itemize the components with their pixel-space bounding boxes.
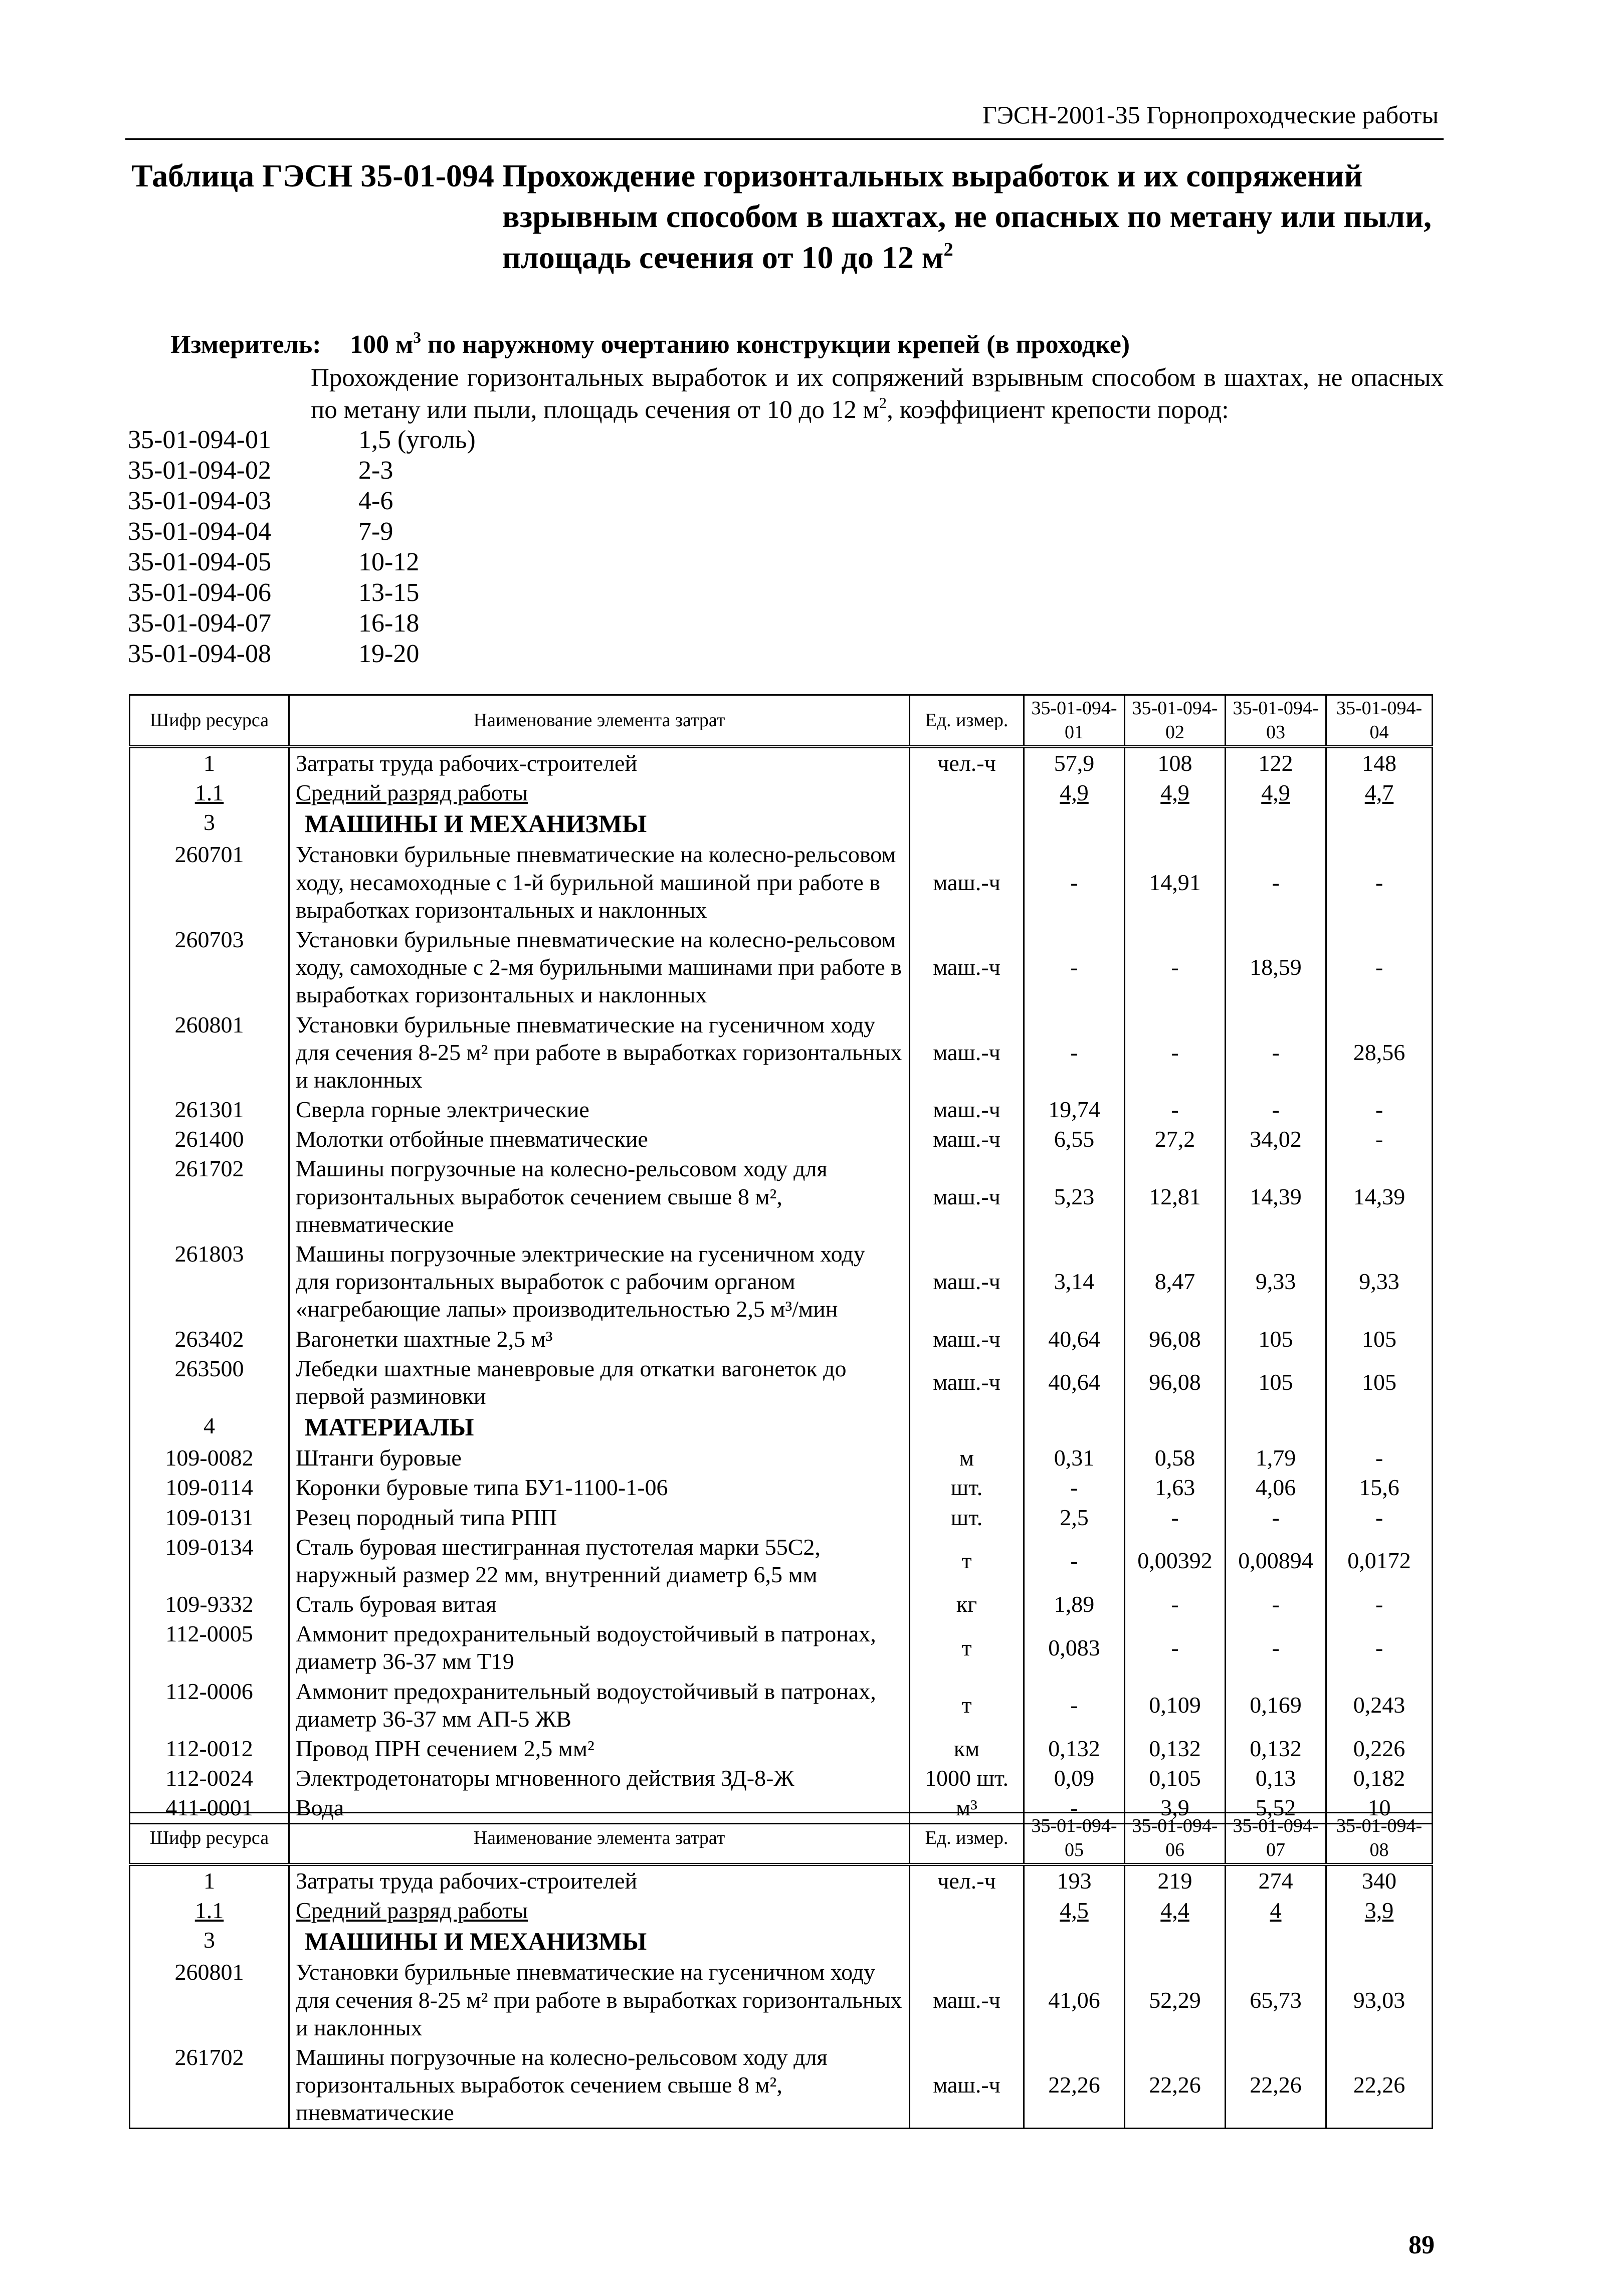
table-header-row: [130, 695, 1433, 747]
code-list-value: 19-20: [358, 640, 420, 668]
cell-name: Сталь буровая витая: [289, 1589, 910, 1619]
header-col-2: 35-01-094-02: [1125, 695, 1226, 747]
cell-value-2: 0,00392: [1125, 1532, 1226, 1589]
cell-unit: маш.-ч: [910, 1124, 1024, 1154]
table-row: [130, 1532, 1433, 1589]
code-list-value: 4-6: [358, 487, 393, 515]
cell-value-3: 14,39: [1226, 1154, 1326, 1239]
cell-value-4: 340: [1326, 1864, 1433, 1896]
cell-code: 1.1: [130, 778, 289, 807]
title-label: Таблица ГЭСН 35-01-094: [131, 158, 494, 193]
cell-name: Вода: [289, 1793, 910, 1823]
cell-value-1: 2,5: [1024, 1503, 1125, 1532]
table-row: [130, 1734, 1433, 1763]
cell-code: 261301: [130, 1095, 289, 1124]
cell-value-3: 65,73: [1226, 1957, 1326, 2042]
cell-value-3: 34,02: [1226, 1124, 1326, 1154]
cell-value-2: [1125, 1925, 1226, 1957]
cell-name: Машины погрузочные на колесно-рельсовом ходу для горизонтальных выработок сечением свыше 8 м², пневматические: [289, 1154, 910, 1239]
cell-value-4: -: [1326, 1619, 1433, 1676]
cell-value-2: -: [1125, 1095, 1226, 1124]
cell-value-1: -: [1024, 925, 1125, 1010]
cell-code: 109-0131: [130, 1503, 289, 1532]
cell-value-2: 0,105: [1125, 1763, 1226, 1793]
cell-value-1: [1024, 1411, 1125, 1443]
cell-value-1: -: [1024, 1010, 1125, 1095]
cell-unit: т: [910, 1532, 1024, 1589]
cell-value-3: 105: [1226, 1354, 1326, 1411]
cell-value-3: -: [1226, 1010, 1326, 1095]
cell-code: 109-0134: [130, 1532, 289, 1589]
cell-value-2: 4,9: [1125, 778, 1226, 807]
table-row: [130, 1010, 1433, 1095]
cell-unit: чел.-ч: [910, 747, 1024, 778]
table-row: [130, 925, 1433, 1010]
code-list-code: 35-01-094-06: [128, 578, 271, 607]
section-row: [130, 1411, 1433, 1443]
cell-code: 3: [130, 807, 289, 840]
cell-value-3: 9,33: [1226, 1239, 1326, 1324]
cell-unit: кг: [910, 1589, 1024, 1619]
cell-name: МАТЕРИАЛЫ: [289, 1411, 910, 1443]
cell-value-3: -: [1226, 1503, 1326, 1532]
cell-value-1: -: [1024, 1473, 1125, 1502]
cell-value-3: -: [1226, 840, 1326, 925]
header-col-3: 35-01-094-07: [1226, 1813, 1326, 1865]
code-list-code: 35-01-094-03: [128, 487, 271, 515]
table-row: [130, 1354, 1433, 1411]
cell-value-2: 96,08: [1125, 1354, 1226, 1411]
code-list-value: 7-9: [358, 517, 393, 546]
cell-value-4: 22,26: [1326, 2042, 1433, 2128]
table-row: [130, 1324, 1433, 1354]
cell-code: 263402: [130, 1324, 289, 1354]
title-text: [502, 155, 1440, 278]
code-list-value: 13-15: [358, 578, 420, 607]
cell-name: Аммонит предохранительный водоустойчивый в патронах, диаметр 36-37 мм АП-5 ЖВ: [289, 1677, 910, 1734]
cell-value-2: 1,63: [1125, 1473, 1226, 1502]
meter-unit-sup: 3: [413, 329, 422, 347]
cell-value-3: 4,9: [1226, 778, 1326, 807]
cell-value-4: 28,56: [1326, 1010, 1433, 1095]
cell-unit: маш.-ч: [910, 1354, 1024, 1411]
cell-value-4: 3,9: [1326, 1896, 1433, 1925]
cell-value-3: 22,26: [1226, 2042, 1326, 2128]
cell-value-3: 1,79: [1226, 1443, 1326, 1473]
header-name: Наименование элемента затрат: [289, 695, 910, 747]
resource-table-2: [129, 1812, 1433, 2129]
cell-value-4: -: [1326, 1589, 1433, 1619]
meter-unit: [350, 328, 1130, 361]
meter-desc-b: , коэффициент крепости пород:: [887, 395, 1229, 424]
title-superscript: 2: [943, 239, 953, 261]
cell-value-3: [1226, 1411, 1326, 1443]
table-row: [130, 1443, 1433, 1473]
cell-name: Затраты труда рабочих-строителей: [289, 1864, 910, 1896]
meter-label: Измеритель:: [170, 330, 321, 359]
table-row: [130, 1763, 1433, 1793]
cell-value-1: 0,31: [1024, 1443, 1125, 1473]
cell-unit: м³: [910, 1793, 1024, 1823]
cell-unit: чел.-ч: [910, 1864, 1024, 1896]
cell-value-2: 14,91: [1125, 840, 1226, 925]
cell-value-2: -: [1125, 1619, 1226, 1676]
cell-value-3: 122: [1226, 747, 1326, 778]
header-col-2: 35-01-094-06: [1125, 1813, 1226, 1865]
cell-value-4: 0,182: [1326, 1763, 1433, 1793]
cell-value-3: 0,169: [1226, 1677, 1326, 1734]
header-col-1: 35-01-094-05: [1024, 1813, 1125, 1865]
cell-name: Коронки буровые типа БУ1-1100-1-06: [289, 1473, 910, 1502]
cell-value-2: 52,29: [1125, 1957, 1226, 2042]
cell-value-3: 274: [1226, 1864, 1326, 1896]
cell-unit: [910, 1925, 1024, 1957]
cell-unit: шт.: [910, 1503, 1024, 1532]
cell-value-3: 0,13: [1226, 1763, 1326, 1793]
cell-value-1: 19,74: [1024, 1095, 1125, 1124]
cell-value-1: -: [1024, 1677, 1125, 1734]
cell-code: 3: [130, 1925, 289, 1957]
cell-value-2: -: [1125, 925, 1226, 1010]
cell-unit: [910, 778, 1024, 807]
header-code: Шифр ресурса: [130, 1813, 289, 1865]
meter-desc-sup: 2: [879, 394, 887, 412]
cell-value-1: 41,06: [1024, 1957, 1125, 2042]
cell-code: 411-0001: [130, 1793, 289, 1823]
cell-value-2: 108: [1125, 747, 1226, 778]
section-row: [130, 1925, 1433, 1957]
cell-value-2: 3,9: [1125, 1793, 1226, 1823]
cell-name: Затраты труда рабочих-строителей: [289, 747, 910, 778]
code-list-code: 35-01-094-02: [128, 456, 271, 485]
cell-value-4: -: [1326, 1443, 1433, 1473]
cell-value-1: 0,083: [1024, 1619, 1125, 1676]
table-row: [130, 778, 1433, 807]
meter-desc-a: Прохождение горизонтальных выработок и их сопряжений взрывным способом в шахтах, не опасных по метану или пыли, площадь сечения от 10 до 12 м: [311, 364, 1444, 424]
cell-value-4: 14,39: [1326, 1154, 1433, 1239]
cell-unit: [910, 1411, 1024, 1443]
cell-value-2: 0,58: [1125, 1443, 1226, 1473]
cell-value-1: 0,132: [1024, 1734, 1125, 1763]
header-col-4: 35-01-094-04: [1326, 695, 1433, 747]
resource-table-1: [129, 694, 1433, 1824]
cell-value-3: 5,52: [1226, 1793, 1326, 1823]
cell-unit: т: [910, 1677, 1024, 1734]
cell-value-4: -: [1326, 1095, 1433, 1124]
cell-name: Вагонетки шахтные 2,5 м³: [289, 1324, 910, 1354]
cell-value-4: 105: [1326, 1354, 1433, 1411]
cell-value-4: 105: [1326, 1324, 1433, 1354]
table-row: [130, 1503, 1433, 1532]
cell-code: 260801: [130, 1010, 289, 1095]
cell-code: 261702: [130, 1154, 289, 1239]
cell-value-1: -: [1024, 1532, 1125, 1589]
table-row: [130, 747, 1433, 778]
cell-name: Средний разряд работы: [289, 778, 910, 807]
cell-value-4: 10: [1326, 1793, 1433, 1823]
cell-code: 109-0082: [130, 1443, 289, 1473]
title-text-main: Прохождение горизонтальных выработок и их сопряжений взрывным способом в шахтах, не опасных по метану или пыли, площадь сечения от 10 до 12 м: [502, 158, 1432, 275]
cell-name: Машины погрузочные на колесно-рельсовом ходу для горизонтальных выработок сечением свыше 8 м², пневматические: [289, 2042, 910, 2128]
cell-value-1: 57,9: [1024, 747, 1125, 778]
cell-value-1: 4,5: [1024, 1896, 1125, 1925]
cell-value-3: 4,06: [1226, 1473, 1326, 1502]
cell-unit: маш.-ч: [910, 1154, 1024, 1239]
table-row: [130, 1957, 1433, 2042]
code-list-value: 1,5 (уголь): [358, 426, 476, 454]
header-code: Шифр ресурса: [130, 695, 289, 747]
code-list-value: 10-12: [358, 548, 420, 576]
meter-description: [311, 362, 1444, 427]
cell-name: Сверла горные электрические: [289, 1095, 910, 1124]
cell-value-2: 219: [1125, 1864, 1226, 1896]
cell-name: Сталь буровая шестигранная пустотелая марки 55С2, наружный размер 22 мм, внутренний диаметр 6,5 мм: [289, 1532, 910, 1589]
cell-value-2: -: [1125, 1589, 1226, 1619]
cell-name: Провод ПРН сечением 2,5 мм²: [289, 1734, 910, 1763]
cell-value-4: 9,33: [1326, 1239, 1433, 1324]
cell-value-4: -: [1326, 1503, 1433, 1532]
cell-code: 1: [130, 1864, 289, 1896]
cell-unit: км: [910, 1734, 1024, 1763]
table-row: [130, 1864, 1433, 1896]
header-col-4: 35-01-094-08: [1326, 1813, 1433, 1865]
header-name: Наименование элемента затрат: [289, 1813, 910, 1865]
cell-value-2: 0,132: [1125, 1734, 1226, 1763]
cell-value-2: 27,2: [1125, 1124, 1226, 1154]
cell-name: Машины погрузочные электрические на гусеничном ходу для горизонтальных выработок с рабочим органом «нагребающие лапы» производительностью 2,5 м³/мин: [289, 1239, 910, 1324]
cell-unit: маш.-ч: [910, 1239, 1024, 1324]
meter-unit-a: 100 м: [350, 330, 414, 359]
cell-code: 112-0012: [130, 1734, 289, 1763]
cell-value-1: 193: [1024, 1864, 1125, 1896]
cell-value-3: 4: [1226, 1896, 1326, 1925]
cell-unit: шт.: [910, 1473, 1024, 1502]
header-col-1: 35-01-094-01: [1024, 695, 1125, 747]
cell-value-4: [1326, 1411, 1433, 1443]
cell-value-2: 4,4: [1125, 1896, 1226, 1925]
cell-unit: маш.-ч: [910, 1095, 1024, 1124]
cell-value-2: 22,26: [1125, 2042, 1226, 2128]
code-list-code: 35-01-094-08: [128, 640, 271, 668]
cell-value-4: 4,7: [1326, 778, 1433, 807]
cell-name: Установки бурильные пневматические на гусеничном ходу для сечения 8-25 м² при работе в выработках горизонтальных и наклонных: [289, 1957, 910, 2042]
cell-value-2: 0,109: [1125, 1677, 1226, 1734]
cell-unit: маш.-ч: [910, 1010, 1024, 1095]
table-row: [130, 1589, 1433, 1619]
cell-code: 260703: [130, 925, 289, 1010]
cell-name: МАШИНЫ И МЕХАНИЗМЫ: [289, 807, 910, 840]
section-row: [130, 807, 1433, 840]
cell-name: Аммонит предохранительный водоустойчивый в патронах, диаметр 36-37 мм Т19: [289, 1619, 910, 1676]
cell-value-2: -: [1125, 1503, 1226, 1532]
table-row: [130, 1124, 1433, 1154]
cell-value-2: -: [1125, 1010, 1226, 1095]
table-row: [130, 1095, 1433, 1124]
cell-value-3: [1226, 807, 1326, 840]
cell-value-4: -: [1326, 1124, 1433, 1154]
cell-value-3: 18,59: [1226, 925, 1326, 1010]
table-row: [130, 2042, 1433, 2128]
cell-unit: маш.-ч: [910, 840, 1024, 925]
cell-name: Установки бурильные пневматические на колесно-рельсовом ходу, несамоходные с 1-й бурильной машиной при работе в выработках горизонтальных и наклонных: [289, 840, 910, 925]
table-row: [130, 1677, 1433, 1734]
cell-value-4: 0,0172: [1326, 1532, 1433, 1589]
cell-unit: маш.-ч: [910, 2042, 1024, 2128]
cell-code: 4: [130, 1411, 289, 1443]
cell-name: Молотки отбойные пневматические: [289, 1124, 910, 1154]
cell-name: Лебедки шахтные маневровые для откатки вагонеток до первой разминовки: [289, 1354, 910, 1411]
cell-value-3: 0,00894: [1226, 1532, 1326, 1589]
cell-value-1: 3,14: [1024, 1239, 1125, 1324]
cell-code: 112-0024: [130, 1763, 289, 1793]
cell-value-3: 0,132: [1226, 1734, 1326, 1763]
cell-value-4: 0,243: [1326, 1677, 1433, 1734]
cell-value-1: 0,09: [1024, 1763, 1125, 1793]
cell-value-2: [1125, 807, 1226, 840]
cell-code: 261803: [130, 1239, 289, 1324]
cell-code: 260801: [130, 1957, 289, 2042]
cell-value-1: 40,64: [1024, 1354, 1125, 1411]
cell-value-4: [1326, 807, 1433, 840]
cell-value-1: 5,23: [1024, 1154, 1125, 1239]
table-row: [130, 840, 1433, 925]
cell-value-2: 12,81: [1125, 1154, 1226, 1239]
header-rule: [125, 138, 1444, 140]
header-col-3: 35-01-094-03: [1226, 695, 1326, 747]
meter-unit-b: по наружному очертанию конструкции крепей (в проходке): [421, 330, 1130, 359]
cell-name: Резец породный типа РПП: [289, 1503, 910, 1532]
cell-unit: [910, 807, 1024, 840]
cell-value-1: 40,64: [1024, 1324, 1125, 1354]
running-head: ГЭСН-2001-35 Горнопроходческие работы: [982, 101, 1439, 129]
code-list-code: 35-01-094-01: [128, 426, 271, 454]
table-row: [130, 1619, 1433, 1676]
cell-name: Установки бурильные пневматические на колесно-рельсовом ходу, самоходные с 2-мя бурильными машинами при работе в выработках горизонтальных и наклонных: [289, 925, 910, 1010]
cell-code: 112-0006: [130, 1677, 289, 1734]
cell-value-4: 0,226: [1326, 1734, 1433, 1763]
header-unit: Ед. измер.: [910, 695, 1024, 747]
cell-name: Электродетонаторы мгновенного действия ЗД-8-Ж: [289, 1763, 910, 1793]
cell-value-4: 148: [1326, 747, 1433, 778]
cell-value-1: 4,9: [1024, 778, 1125, 807]
cell-value-4: [1326, 1925, 1433, 1957]
cell-name: Штанги буровые: [289, 1443, 910, 1473]
header-unit: Ед. измер.: [910, 1813, 1024, 1865]
cell-code: 1.1: [130, 1896, 289, 1925]
cell-unit: м: [910, 1443, 1024, 1473]
cell-value-1: [1024, 807, 1125, 840]
code-list-code: 35-01-094-07: [128, 609, 271, 638]
cell-value-1: -: [1024, 840, 1125, 925]
table-row: [130, 1239, 1433, 1324]
code-list-code: 35-01-094-05: [128, 548, 271, 576]
cell-unit: т: [910, 1619, 1024, 1676]
cell-code: 112-0005: [130, 1619, 289, 1676]
cell-code: 109-9332: [130, 1589, 289, 1619]
cell-value-2: [1125, 1411, 1226, 1443]
cell-code: 261400: [130, 1124, 289, 1154]
table-header-row: [130, 1813, 1433, 1865]
cell-value-1: 22,26: [1024, 2042, 1125, 2128]
cell-unit: [910, 1896, 1024, 1925]
table-row: [130, 1473, 1433, 1502]
cell-unit: маш.-ч: [910, 1957, 1024, 2042]
cell-name: МАШИНЫ И МЕХАНИЗМЫ: [289, 1925, 910, 1957]
cell-value-3: [1226, 1925, 1326, 1957]
cell-value-1: 1,89: [1024, 1589, 1125, 1619]
cell-value-1: 6,55: [1024, 1124, 1125, 1154]
cell-name: Средний разряд работы: [289, 1896, 910, 1925]
page-number: 89: [1409, 2231, 1435, 2259]
cell-unit: маш.-ч: [910, 1324, 1024, 1354]
cell-name: Установки бурильные пневматические на гусеничном ходу для сечения 8-25 м² при работе в выработках горизонтальных и наклонных: [289, 1010, 910, 1095]
cell-value-3: -: [1226, 1095, 1326, 1124]
cell-value-2: 8,47: [1125, 1239, 1226, 1324]
table-row: [130, 1154, 1433, 1239]
code-list-code: 35-01-094-04: [128, 517, 271, 546]
cell-unit: маш.-ч: [910, 925, 1024, 1010]
cell-value-3: -: [1226, 1589, 1326, 1619]
cell-value-3: 105: [1226, 1324, 1326, 1354]
cell-value-4: 15,6: [1326, 1473, 1433, 1502]
cell-code: 261702: [130, 2042, 289, 2128]
cell-code: 1: [130, 747, 289, 778]
cell-value-1: -: [1024, 1793, 1125, 1823]
cell-code: 263500: [130, 1354, 289, 1411]
cell-value-2: 96,08: [1125, 1324, 1226, 1354]
code-list-value: 16-18: [358, 609, 420, 638]
cell-value-4: -: [1326, 925, 1433, 1010]
cell-value-4: 93,03: [1326, 1957, 1433, 2042]
cell-value-4: -: [1326, 840, 1433, 925]
cell-code: 109-0114: [130, 1473, 289, 1502]
table-row: [130, 1896, 1433, 1925]
code-list-value: 2-3: [358, 456, 393, 485]
cell-value-1: [1024, 1925, 1125, 1957]
cell-unit: 1000 шт.: [910, 1763, 1024, 1793]
cell-code: 260701: [130, 840, 289, 925]
cell-value-3: -: [1226, 1619, 1326, 1676]
